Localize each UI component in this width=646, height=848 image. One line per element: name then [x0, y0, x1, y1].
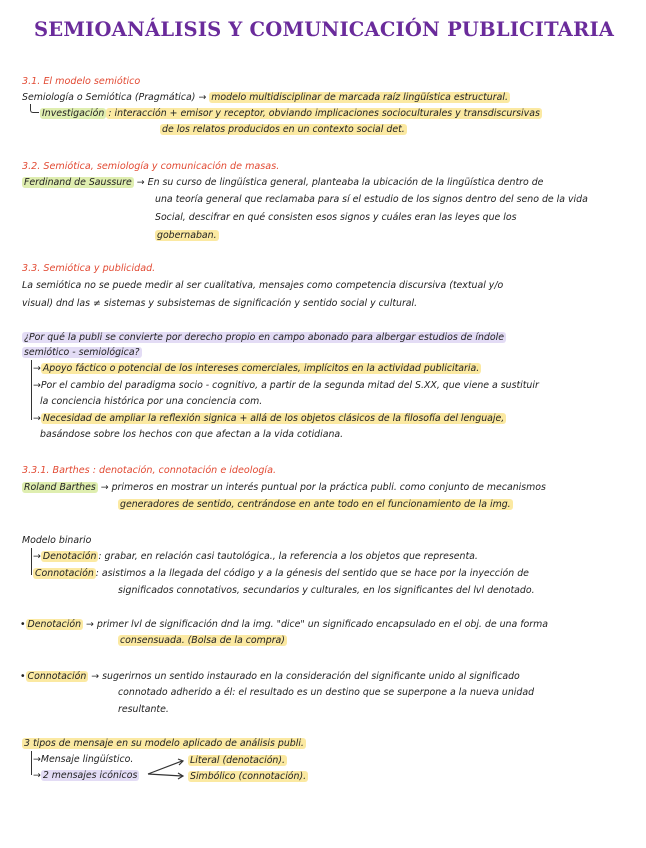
s331-line-2	[118, 498, 513, 512]
why-bullet-3	[33, 412, 506, 426]
s33-line-2: visual) dnd las ≠ sistemas y subsistemas de significación y sentido social y cultural.	[22, 298, 418, 309]
s331-generadores: generadores de sentido, centrándose en ante todo en el funcionamiento de la img.	[120, 499, 511, 510]
arrow-icon: →	[100, 482, 109, 493]
s32-gobernaban: gobernaban.	[157, 230, 217, 241]
why-question-2	[22, 346, 142, 360]
s31-investigacion: Investigación	[42, 108, 105, 119]
tipos-simbolico-text: Simbólico (connotación).	[190, 771, 307, 782]
denot-line-1	[20, 618, 548, 632]
s31-line-2	[40, 107, 542, 121]
binario-con-text: : asistimos a la llegada del código y a la génesis del sentido que se hace por la inyección de	[95, 568, 529, 579]
s32-line-3: Social, descifrar en qué consisten esos signos y cuáles eran las leyes que los	[155, 212, 517, 223]
arrow-icon: →	[33, 754, 41, 765]
section-3-2-heading: 3.2. Semiótica, semiología y comunicación de masas.	[22, 161, 280, 172]
binario-con-label: Connotación	[35, 568, 94, 579]
tipos-simbolico	[188, 770, 308, 784]
s31-semiologia: Semiología o Semiótica (Pragmática)	[22, 92, 196, 103]
arrow-icon: →	[33, 363, 41, 374]
denot-text-2: consensuada. (Bolsa de la compra)	[120, 635, 285, 646]
why-bullet-2-cont: la conciencia histórica por una conciencia com.	[40, 396, 263, 407]
why-question-2-text: semiótico - semiológica?	[24, 347, 140, 358]
denot-label: Denotación	[27, 619, 82, 630]
s31-interaccion: : interacción + emisor y receptor, obviando implicaciones socioculturales y transdiscursivas	[108, 108, 540, 119]
arrow-icon: →	[33, 770, 41, 781]
tree-line-icon	[31, 751, 32, 775]
binario-denotacion	[33, 550, 478, 564]
bullet-icon: •	[20, 671, 26, 682]
why-bullet-2-text: Por el cambio del paradigma socio - cognitivo, a partir de la segunda mitad del S.XX, que viene a sustituir	[40, 380, 539, 391]
binario-heading: Modelo binario	[22, 535, 92, 546]
why-bullet-1	[33, 362, 481, 376]
s32-saussure: Ferdinand de Saussure	[24, 177, 132, 188]
s31-line-3	[160, 123, 407, 137]
tipos-heading	[22, 737, 306, 751]
denot-text-1: primer lvl de significación dnd la img. "dice" un significado encapsulado en el obj. de una forma	[96, 619, 548, 630]
arrow-icon: →	[86, 619, 94, 630]
branch-connector-icon	[30, 104, 39, 113]
tipos-mensaje-2	[33, 769, 139, 783]
binario-connotacion	[33, 567, 529, 581]
s331-primeros: primeros en mostrar un interés puntual por la práctica publi. como conjunto de mecanismos	[111, 482, 546, 493]
section-3-3-1-heading: 3.3.1. Barthes : denotación, connotación e ideología.	[22, 465, 277, 476]
arrow-icon: →	[91, 671, 100, 682]
why-bullet-3-cont: basándose sobre los hechos con que afectan a la vida cotidiana.	[40, 429, 344, 440]
arrow-icon: →	[33, 413, 41, 424]
s331-line-1	[22, 481, 546, 495]
connot-text-1: sugerirnos un sentido instaurado en la consideración del significante unido al significado	[102, 671, 520, 682]
s33-line-1: La semiótica no se puede medir al ser cualitativa, mensajes como competencia discursiva (textual y/o	[22, 280, 504, 291]
tipos-literal	[188, 754, 287, 768]
section-3-1-heading: 3.1. El modelo semiótico	[22, 76, 141, 87]
connot-line-2: connotado adherido a él: el resultado es un destino que se superpone a la nueva unidad	[118, 687, 535, 698]
binario-connotacion-2: significados connotativos, secundarios y culturales, en los significantes del lvl denotado.	[118, 585, 535, 596]
why-bullet-2	[33, 379, 539, 393]
bullet-icon: •	[20, 619, 26, 630]
tipos-literal-text: Literal (denotación).	[190, 755, 286, 766]
why-question-1	[22, 331, 506, 345]
fork-arrows-icon	[146, 756, 188, 782]
s32-line-2: una teoría general que reclamaba para sí el estudio de los signos dentro del seno de la vida	[155, 194, 588, 205]
why-bullet-3-text: Necesidad de ampliar la reflexión signica + allá de los objetos clásicos de la filosofía del lenguaje,	[42, 413, 505, 424]
s31-relatos: de los relatos producidos en un contexto social det.	[162, 124, 405, 135]
s31-modelo: modelo multidisciplinar de marcada raíz lingüística estructural.	[211, 92, 508, 103]
s32-curso: En su curso de lingüística general, planteaba la ubicación de la lingüística dentro de	[147, 177, 544, 188]
why-bullet-1-text: Apoyo fáctico o potencial de los intereses comerciales, implícitos en la actividad publicitaria.	[42, 363, 480, 374]
page-title: SEMIOANÁLISIS Y COMUNICACIÓN PUBLICITARIA	[34, 18, 615, 41]
tipos-mensaje-1	[33, 753, 133, 767]
s331-barthes: Roland Barthes	[24, 482, 96, 493]
s31-line-1	[22, 91, 510, 105]
section-3-3-heading: 3.3. Semiótica y publicidad.	[22, 263, 156, 274]
tipos-m1: Mensaje lingüístico.	[40, 754, 134, 765]
tipos-heading-text: 3 tipos de mensaje en su modelo aplicado de análisis publi.	[24, 738, 304, 749]
connot-label: Connotación	[27, 671, 87, 682]
arrow-icon: →	[198, 92, 207, 103]
why-question-1-text: ¿Por qué la publi se convierte por derecho propio en campo abonado para albergar estudios de índole	[24, 332, 504, 343]
arrow-icon: →	[33, 551, 41, 562]
binario-den-text: : grabar, en relación casi tautológica., la referencia a los objetos que representa.	[98, 551, 478, 562]
tipos-m2: 2 mensajes icónicos	[42, 770, 138, 781]
connot-line-1	[20, 670, 520, 684]
binario-den-label: Denotación	[42, 551, 97, 562]
tree-line-icon	[31, 548, 32, 575]
connot-line-3: resultante.	[118, 704, 169, 715]
denot-line-2	[118, 634, 287, 648]
tree-line-icon	[31, 360, 32, 420]
s32-line-1	[22, 176, 543, 190]
arrow-icon: →	[136, 177, 145, 188]
arrow-icon: →	[33, 380, 41, 391]
s32-line-4	[155, 229, 219, 243]
